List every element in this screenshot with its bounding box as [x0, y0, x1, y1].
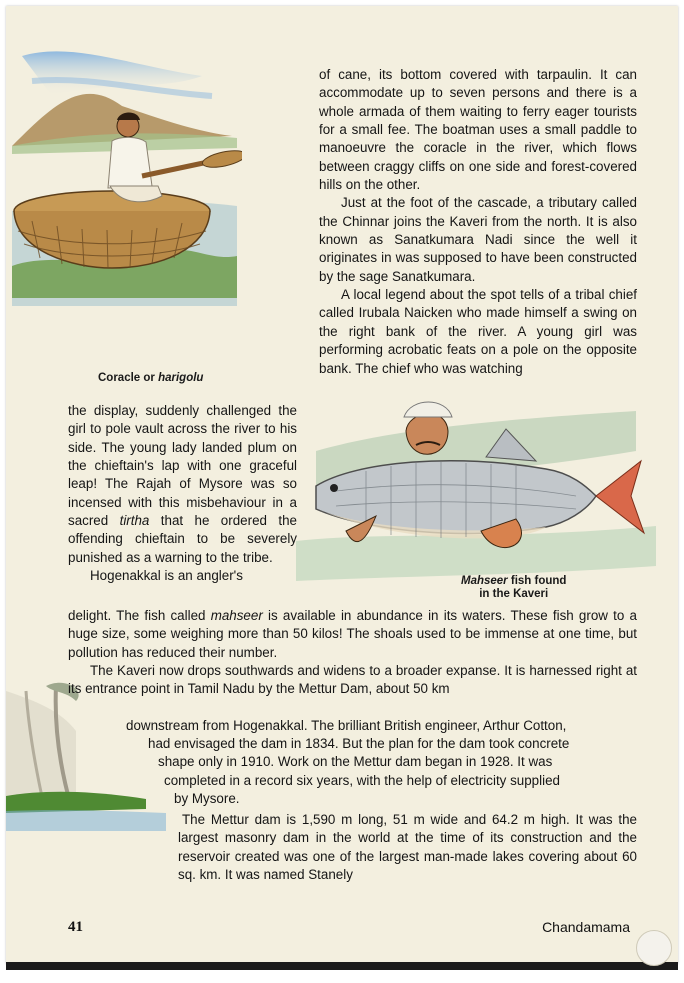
page-number: 41: [68, 919, 83, 935]
paragraph: A local legend about the spot tells of a tribal chief called Irubala Naicken who made himself a swing on the right bank of the river. A young girl was performing acrobatic feats on a pole on the opposite bank. The chief who was watching: [319, 287, 637, 376]
caption-term: Mahseer: [461, 575, 508, 587]
mahseer-fish-illustration: [296, 391, 656, 606]
fish-caption-line2: in the Kaveri: [479, 588, 549, 600]
paragraph-line: shape only in 1910. Work on the Mettur dam began in 1928. It was: [158, 754, 553, 769]
italic-term: tirtha: [119, 513, 150, 529]
fish-caption-line1: Mahseer fish found: [461, 575, 567, 587]
italic-term: mahseer: [210, 608, 263, 623]
paragraph: of cane, its bottom covered with tarpaulin. It can accommodate up to seven persons and there is a whole armada of them waiting to ferry eager tourists for a small fee. The boatman uses a small paddle to manoeuvre the coracle in the river, which flows between craggy cliffs on one side and forest-covered hills on the other.: [319, 67, 637, 193]
caption-term: harigolu: [158, 372, 204, 384]
paragraph: Hogenakkal is an angler's: [90, 568, 243, 584]
paragraph: the display, suddenly challenged the girl to pole vault across the river to his side. The young lady landed plum on the chieftain's lap with one graceful leap! The Rajah of Mysore was so incensed with this misbehaviour in a sacred tirtha that he ordered the offending chieftain to be severely punished as a warning to the tribe.: [68, 403, 297, 565]
paragraph: delight. The fish called mahseer is available in abundance in its waters. These fish grow to a huge size, some weighing more than 50 kilos! The shoals used to be immense at one time, but pollution has reduced their number.: [68, 608, 637, 660]
paragraph-line: by Mysore.: [174, 791, 240, 806]
paragraph: Just at the foot of the cascade, a tributary called the Chinnar joins the Kaveri from the north. It is also known as Sanatkumara Nadi since the well it originates in was supposed to have been constructed by the sage Sanatkumara.: [319, 195, 637, 284]
left-column-text: [68, 402, 297, 585]
paragraph-line: had envisaged the dam in 1834. But the plan for the dam took concrete: [148, 736, 570, 751]
paragraph-line: downstream from Hogenakkal. The brilliant British engineer, Arthur Cotton,: [126, 718, 567, 733]
library-seal: [636, 930, 672, 966]
magazine-page: [6, 6, 678, 964]
full-width-text: [68, 607, 637, 699]
bottom-rule: [6, 962, 678, 970]
coracle-caption: Coracle or harigolu: [98, 372, 204, 384]
paragraph-line: completed in a record six years, with the help of electricity supplied: [164, 773, 560, 788]
right-column-text: [319, 66, 637, 378]
paragraph: The Mettur dam is 1,590 m long, 51 m wide and 64.2 m high. It was the largest masonry dam in the world at the time of its construction and the reservoir created was one of the largest man-made lakes covering about 60 sq. km. It was named Stanely: [178, 812, 637, 883]
coracle-illustration: [12, 36, 242, 316]
magazine-name: Chandamama: [542, 919, 630, 935]
fish-caption: [461, 575, 566, 601]
paragraph-line: The Kaveri now drops southwards and widens to a broader expanse. It is harnessed right at its entrance point in Tamil Nadu by the Mettur Dam, about 50 km: [68, 663, 637, 697]
